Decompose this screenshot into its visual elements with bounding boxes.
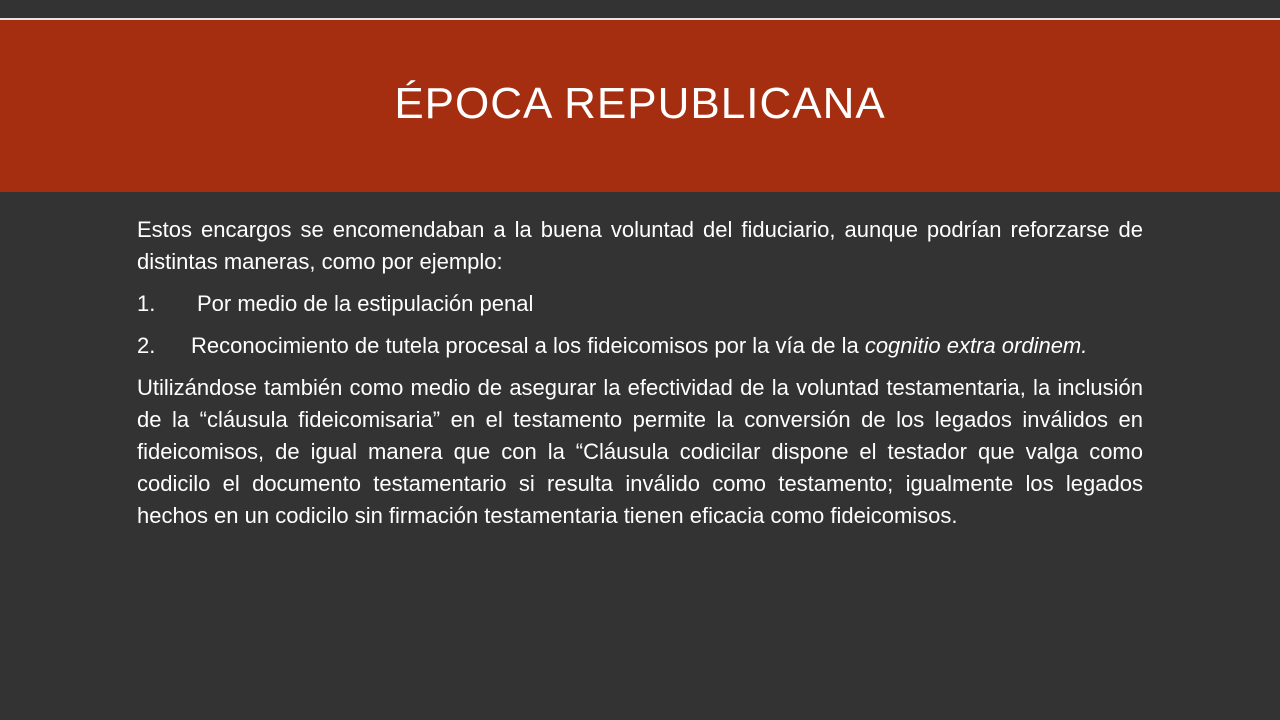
numbered-list — [137, 288, 1143, 362]
intro-paragraph: Estos encargos se encomendaban a la buena voluntad del fiduciario, aunque podrían reforzarse de distintas maneras, como por ejemplo: — [137, 217, 1143, 274]
slide-body — [137, 214, 1143, 542]
list-item-text: Por medio de la estipulación penal — [197, 291, 534, 316]
list-item-number: 2. — [137, 333, 156, 358]
list-item — [137, 288, 1143, 320]
list-item-number: 1. — [137, 291, 156, 316]
list-item-italic-term: cognitio extra ordinem. — [864, 333, 1088, 358]
list-item — [137, 330, 1143, 362]
slide-title: ÉPOCA REPUBLICANA — [394, 79, 886, 128]
list-item-text: Reconocimiento de tutela procesal a los fideicomisos por la vía de la — [191, 333, 865, 358]
closing-paragraph: Utilizándose también como medio de asegurar la efectividad de la voluntad testamentaria, la inclusión de la “cláusula fideicomisaria” en el testamento permite la conversión de los legados inválidos en fideicomisos, de igual manera que con la “Cláusula codicilar dispone el testador que valga como codicilo el documento testamentario si resulta inválido como testamento; igualmente los legados hechos en un codicilo sin firmación testamentaria tienen eficacia como fideicomisos. — [137, 375, 1143, 528]
